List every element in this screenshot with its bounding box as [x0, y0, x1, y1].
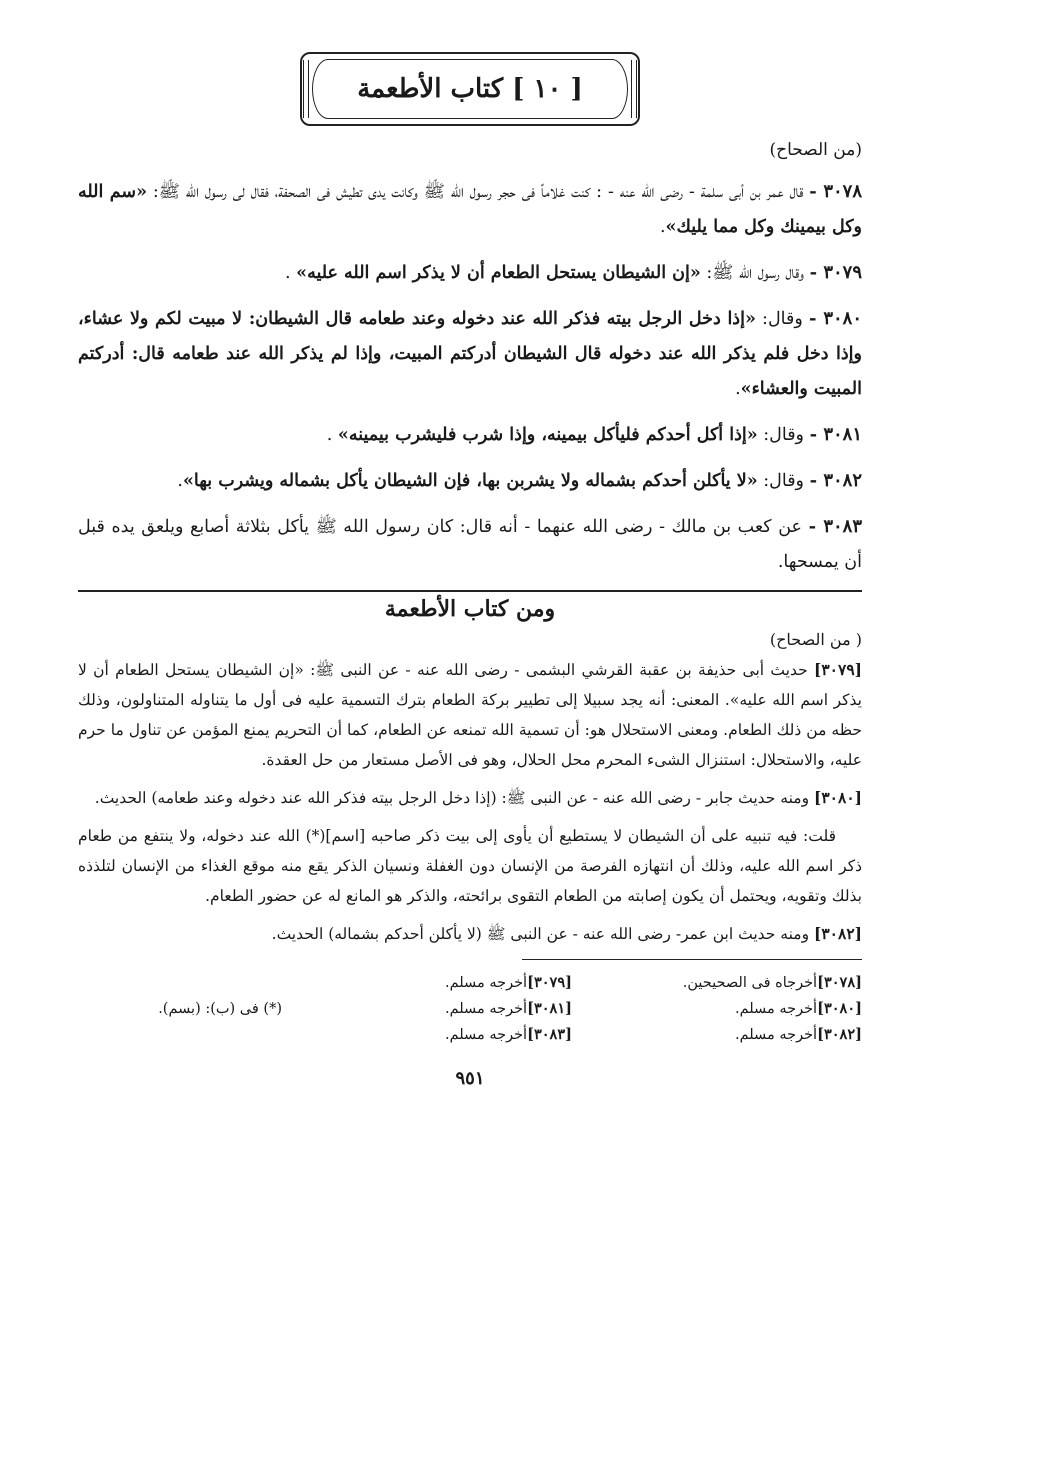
- hadith-text: عن كعب بن مالك - رضى الله عنهما - أنه قال: كان رسول الله ﷺ يأكل بثلاثة أصابع ويلعق يده قبل أن يمسحها.: [78, 517, 862, 572]
- hadith-text: قال عمر بن أبى سلمة - رضى الله عنه - : كنت غلاماً فى حجر رسول الله ﷺ وكانت يدى تطيش فى الصحفة، فقال لى رسول الله ﷺ:: [147, 182, 810, 202]
- hadith-paragraph: [78, 301, 862, 407]
- footnote: [82, 996, 282, 1022]
- footnote-text: أخرجه مسلم.: [444, 1001, 528, 1017]
- hadith-number: ٣٠٨١ -: [809, 424, 862, 445]
- book-title: [ ١٠ ] كتاب الأطعمة: [357, 74, 583, 104]
- hadith-text: وقال:: [757, 425, 810, 445]
- hadith-tail: .: [659, 217, 666, 237]
- commentary-paragraph: [78, 821, 862, 911]
- footnote-ref: [٣٠٨٢]: [817, 1026, 862, 1043]
- commentary-text: ومنه حديث ابن عمر- رضى الله عنه - عن النبى ﷺ (لا يأكلن أحدكم بشماله) الحديث.: [271, 925, 814, 943]
- footnote-column-2: [282, 970, 572, 1048]
- hadith-text: وقال رسول الله ﷺ:: [700, 263, 810, 283]
- hadith-number: ٣٠٧٩ -: [809, 262, 862, 283]
- hadith-number: ٣٠٧٨ -: [809, 181, 862, 202]
- hadith-text: وقال:: [755, 309, 809, 329]
- footnote-text: أخرجه مسلم.: [444, 1027, 528, 1043]
- hadith-quote: «إذا أكل أحدكم فليأكل بيمينه، وإذا شرب فليشرب بيمينه»: [337, 425, 758, 445]
- commentary-ref: [٣٠٨٠]: [814, 788, 862, 807]
- hadith-paragraph: [78, 463, 862, 499]
- footnote-column-1: [572, 970, 862, 1048]
- footnote-column-3: [82, 970, 282, 1048]
- title-frame-bar-right: [631, 60, 637, 118]
- commentary-text: حديث أبى حذيفة بن عقبة القرشي البشمى - رضى الله عنه - عن النبى ﷺ: «إن الشيطان يستحل الطعام أن لا يذكر اسم الله عليه». المعنى: أنه يجد سبيلا إلى تطيير بركة الطعام بترك التسمية عليه فى أول ما يتناوله المتناولون، وذلك حظه من ذلك الطعام. ومعنى الاستحلال هو: أن تسمية الله تمنعه عن الطعام، كما أن التحريم يمنع المؤمن عن تناول ما حرم عليه، والاستحلال: استنزال الشىء المحرم محل الحلال، وهو فى الأصل مستعار من حل العقدة.: [78, 661, 862, 769]
- hadith-tail: .: [326, 425, 338, 445]
- footnote-ref: [٣٠٨٠]: [817, 1000, 862, 1017]
- commentary-text: قلت: فيه تنبيه على أن الشيطان لا يستطيع أن يأوى إلى بيت ذكر صاحبه [اسم](*) الله عند دخوله، ولا ينتفع من طعام ذكر اسم الله عليه، وذلك أن انتهازه الفرصة من الإنسان دون الغفلة ونسيان الذكر يقع منه موقع الغذاء من الإنسان لتلذذه بذلك وتقويه، ويحتمل أن يكون إصابته من الطعام التقوى برائحته، والذكر هو المانع له عن حضور الطعام.: [78, 827, 862, 905]
- footnote: [572, 1022, 862, 1048]
- footnote-ref: [٣٠٧٨]: [817, 974, 862, 991]
- source-label: (من الصحاح): [769, 140, 862, 160]
- page-number: ٩٥١: [455, 1068, 485, 1089]
- footnote: [282, 996, 572, 1022]
- footnote: [572, 970, 862, 996]
- section-source: ( من الصحاح): [769, 630, 862, 649]
- section-title: ومن كتاب الأطعمة: [384, 596, 556, 622]
- hadith-quote: «إذا دخل الرجل بيته فذكر الله عند دخوله وعند طعامه قال الشيطان: لا مبيت لكم ولا عشاء، وإذا دخل فلم يذكر الله عند دخوله قال الشيطان أدركتم المبيت، وإذا لم يذكر الله عند طعامه قال: أدركتم المبيت والعشاء»: [78, 309, 862, 399]
- footnote-text: أخرجاه فى الصحيحين.: [682, 975, 818, 991]
- hadith-quote: «إن الشيطان يستحل الطعام أن لا يذكر اسم الله عليه»: [296, 263, 701, 283]
- footnote-text: (*) فى (ب): (بسم).: [158, 1001, 282, 1017]
- hadith-number: ٣٠٨٢ -: [809, 470, 862, 491]
- footnote: [572, 996, 862, 1022]
- footnote-text: أخرجه مسلم.: [734, 1027, 818, 1043]
- footnote: [282, 970, 572, 996]
- commentary-ref: [٣٠٨٢]: [814, 924, 862, 943]
- footnote-text: أخرجه مسلم.: [444, 975, 528, 991]
- footnote-ref: [٣٠٨١]: [527, 1000, 572, 1017]
- hadith-tail: .: [735, 379, 741, 399]
- commentary-list: [78, 655, 862, 949]
- footnote: [282, 1022, 572, 1048]
- hadith-paragraph: [78, 417, 862, 453]
- commentary-paragraph: [78, 783, 862, 813]
- hadith-text: وقال:: [757, 471, 810, 491]
- commentary-text: ومنه حديث جابر - رضى الله عنه - عن النبى ﷺ: (إذا دخل الرجل بيته فذكر الله عند دخوله وعند طعامه) الحديث.: [94, 789, 814, 807]
- title-frame-bar-left: [303, 60, 309, 118]
- hadith-number: ٣٠٨٣ -: [808, 516, 862, 537]
- footnote-ref: [٣٠٨٣]: [527, 1026, 572, 1043]
- page: [78, 52, 862, 1089]
- commentary-paragraph: [78, 919, 862, 949]
- hadith-list: [78, 174, 862, 580]
- title-frame: [300, 52, 640, 126]
- footnote-text: أخرجه مسلم.: [734, 1001, 818, 1017]
- hadith-paragraph: [78, 255, 862, 291]
- hadith-tail: .: [284, 263, 297, 283]
- title-frame-inner: [312, 59, 628, 119]
- hadith-quote: «لا يأكلن أحدكم بشماله ولا يشربن بها، فإن الشيطان يأكل بشماله ويشرب بها»: [182, 471, 758, 491]
- commentary-paragraph: [78, 655, 862, 775]
- commentary-ref: [٣٠٧٩]: [814, 660, 862, 679]
- hadith-paragraph: [78, 174, 862, 245]
- hadith-tail: .: [177, 471, 183, 491]
- hadith-quote: «سم الله وكل بيمينك وكل مما يليك»: [78, 182, 862, 237]
- footnote-ref: [٣٠٧٩]: [527, 974, 572, 991]
- hadith-number: ٣٠٨٠ -: [808, 308, 862, 329]
- hadith-paragraph: [78, 509, 862, 580]
- section-divider: [78, 590, 862, 592]
- footnote-rule: [522, 959, 862, 960]
- footnotes: [78, 970, 862, 1048]
